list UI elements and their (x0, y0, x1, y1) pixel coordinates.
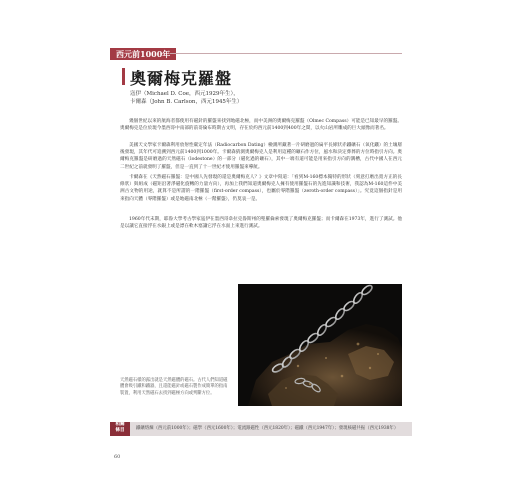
authors (130, 90, 242, 106)
lodestone-illustration (238, 284, 402, 406)
related-label-top: 相關 (115, 422, 125, 427)
page-title: 奧爾梅克羅盤 (130, 69, 233, 88)
lodestone-photo (238, 284, 402, 406)
related-label-bottom: 條目 (115, 428, 125, 433)
page-number: 60 (114, 454, 121, 460)
related-entries-label (110, 422, 130, 436)
book-page (110, 48, 412, 468)
related-entries-bar (110, 422, 412, 436)
paragraph-1: 幾個世紀以來的航海者都使用有磁針的羅盤來找到地磁北極，而中美洲的奧爾梅克羅盤（Olmec Compass）可能是已知最早的羅盤。奧爾梅克是位於現今墨西哥中南部的前哥倫布時期古文明，存在於約西元前1400到400年之間，以火山岩所雕成的巨大頭像而著名。 (120, 119, 402, 132)
paragraph-4: 1960年代末期，耶魯大學考古學家寇伊在墨西哥韋拉克魯斯州的聖羅倫索發現了奧爾梅克羅盤；而卡爾森在1973年，進行了測試。他是以讓它直接浮在水銀上或是漂在軟木塞讓它浮在水面上來進行測試。 (120, 217, 402, 230)
author-2: 卡爾森（John B. Carlson，西元1945年生） (130, 99, 243, 105)
section-divider (170, 53, 402, 54)
paragraph-2: 美國天文學家卡爾森利用放射性碳定年法（Radiocarbon Dating）檢測所藏著一片研磨過的扁平長條狀赤鐵礦石（氧化鐵）的土壤層後發現，其年代可追溯到西元前1400到1000年。卡爾森猜測奧爾梅克人是利用這種的礦石作方位，風水和決定葬葬的方位時指引方向。奧爾梅克羅盤是研磨過的天然磁石（lodestone）的一部分（磁化過的礦石），其中一端有道可能是用來指引方向的溝槽，古代中國人在西元二世紀之前就發明了羅盤，但是一直到了十一世紀才使用羅盤來導航。 (120, 143, 402, 170)
title-accent-bar (122, 68, 125, 85)
photo-caption: 天然磁石樣的露出就是天然磁體的磁石。古代人們知道磁體會吸引鐵和鐵器，且還能磁針或磁石製作成簡單的指南裝置，利用天然磁石去找到磁極方向或判斷方位。 (120, 378, 228, 396)
author-1: 寇伊（Michael D. Coe，西元1929年生）， (130, 91, 239, 97)
related-entries-text: 鐵礦熔煉（西元前1000年）；磁學（西元1600年）；電流跟磁性（西元1820年）；磁鐵（西元1947年）；發現核磁共振（西元1938年） (136, 426, 399, 431)
section-tab: 西元前1000年 (110, 48, 176, 60)
paragraph-3: 卡爾森在《天然磁石羅盤：是中國人先發現的還是奧爾梅克人？》文章中寫道：「看到M-160標本獨特的形狀（刻意打磨出寬方正的長條狀）與組成（磁矩沿著淨磁化旋轉的力量方向），再加上我們知道奧爾梅克人擁有使用羅盤石的先進知識和技術，我認為M-160這件中美洲古文物的用途，就算不是所謂的一階羅盤（first-order compass），也屬於零階羅盤（zeroth-order compass）」。究竟這個指針是用來指向天體（零階羅盤）或是地磁南北極（一階羅盤），仍莫衷一是。 (120, 175, 402, 202)
